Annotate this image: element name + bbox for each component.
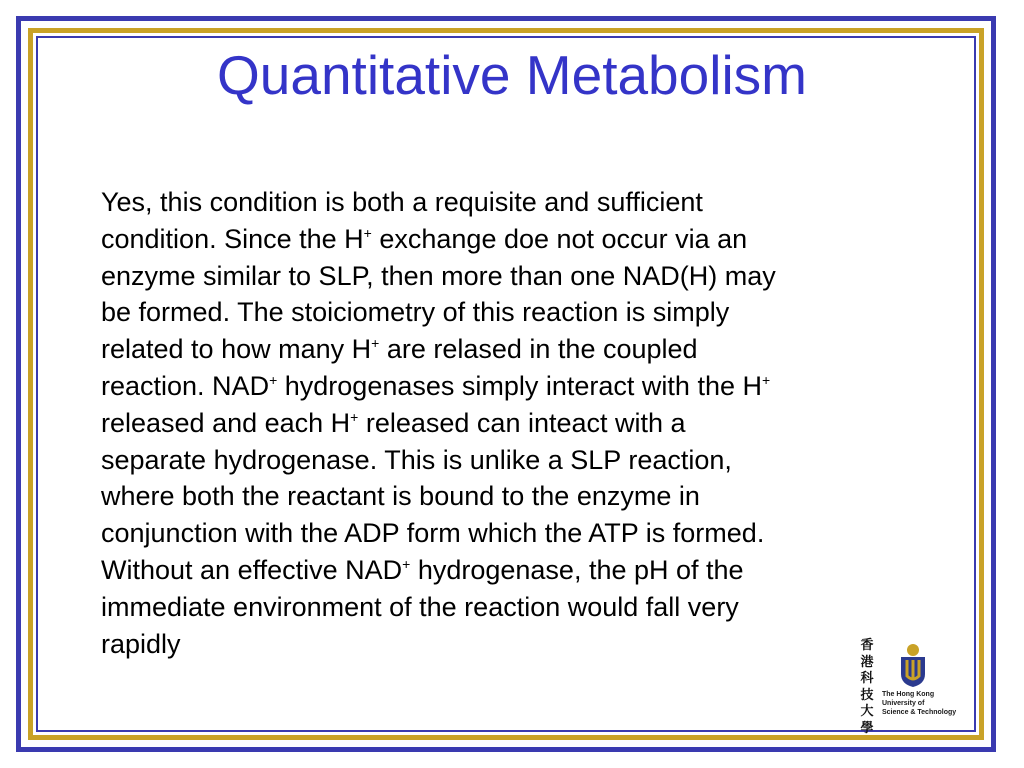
body-line-7: released and each H+ released can inteact with a xyxy=(101,407,686,438)
body-line-13: rapidly xyxy=(101,628,181,659)
logo-chinese-name: 香 港 科 技 大 學 xyxy=(860,638,874,736)
slide-body-text xyxy=(101,184,981,662)
body-line-3: enzyme similar to SLP, then more than one NAD(H) may xyxy=(101,260,776,291)
body-line-2: condition. Since the H+ exchange doe not occur via an xyxy=(101,223,748,254)
body-line-12: immediate environment of the reaction would fall very xyxy=(101,591,739,622)
university-logo xyxy=(858,636,968,736)
slide-title: Quantitative Metabolism xyxy=(217,44,807,106)
body-line-8: separate hydrogenase. This is unlike a SLP reaction, xyxy=(101,444,732,475)
body-line-1: Yes, this condition is both a requisite and sufficient xyxy=(101,187,703,217)
body-line-9: where both the reactant is bound to the enzyme in xyxy=(101,481,700,512)
body-line-10: conjunction with the ADP form which the ATP is formed. xyxy=(101,518,765,549)
body-line-6: reaction. NAD+ hydrogenases simply interact with the H+ xyxy=(101,370,771,401)
body-line-5: related to how many H+ are relased in the coupled xyxy=(101,334,698,365)
crest-icon xyxy=(896,642,930,688)
body-line-4: be formed. The stoiciometry of this reaction is simply xyxy=(101,297,730,328)
body-line-11: Without an effective NAD+ hydrogenase, the pH of the xyxy=(101,554,744,585)
logo-university-name: The Hong Kong University of Science & Technology xyxy=(882,691,957,716)
